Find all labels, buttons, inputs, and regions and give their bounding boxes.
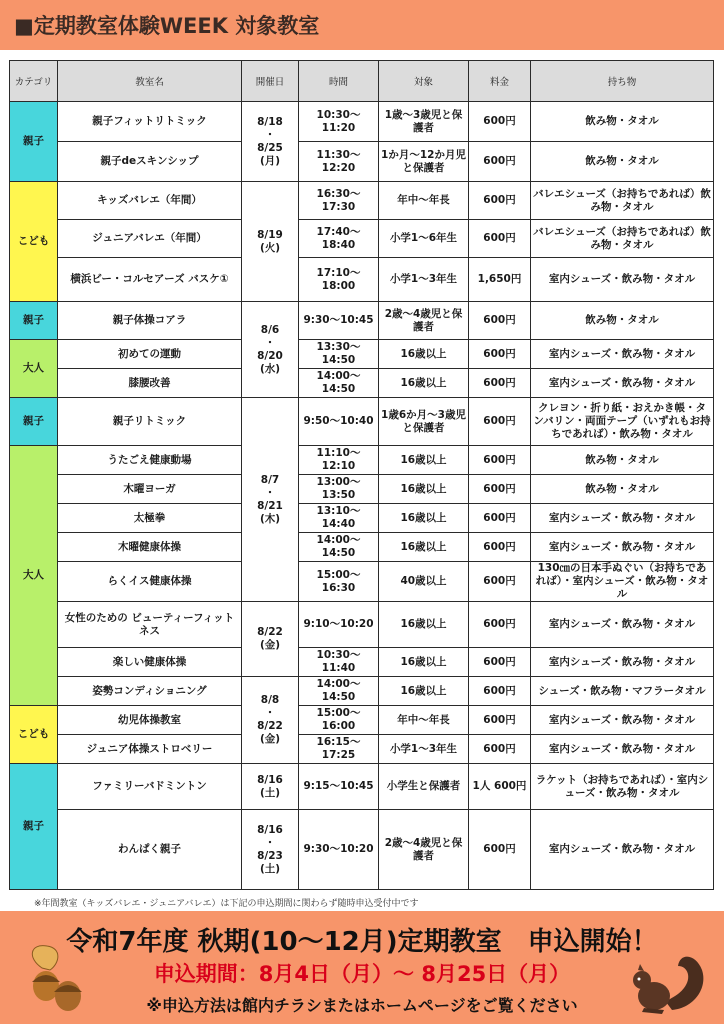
date-part: (月): [259, 154, 281, 167]
fee-cell: 600円: [469, 302, 531, 340]
acorn-icon: [22, 938, 92, 1018]
target-cell: 16歳以上: [379, 533, 469, 562]
date-part: ・: [264, 707, 276, 719]
date-part: (土): [259, 862, 281, 875]
class-name: 膝腰改善: [58, 369, 242, 398]
table-row: [10, 677, 714, 706]
fee-cell: 600円: [469, 475, 531, 504]
target-cell: 16歳以上: [379, 475, 469, 504]
date-part: (金): [259, 639, 281, 651]
class-name: 親子体操コアラ: [58, 302, 242, 340]
items-cell: 飲み物・タオル: [531, 102, 714, 142]
target-cell: 年中〜年長: [379, 706, 469, 735]
class-name: 横浜ビー・コルセアーズ バスケ①: [58, 258, 242, 302]
time-cell: 15:00〜16:00: [299, 706, 379, 735]
col-header-fee: 料金: [469, 61, 531, 102]
target-cell: 1歳6か月〜3歳児と保護者: [379, 398, 469, 446]
target-cell: 16歳以上: [379, 602, 469, 648]
class-name: わんぱく親子: [58, 810, 242, 890]
target-cell: 40歳以上: [379, 562, 469, 602]
table-row: [10, 475, 714, 504]
time-cell: 9:50〜10:40: [299, 398, 379, 446]
target-cell: 16歳以上: [379, 340, 469, 369]
date-part: (火): [259, 241, 281, 254]
date-part: 8/25: [257, 141, 283, 154]
table-row: [10, 446, 714, 475]
items-cell: 飲み物・タオル: [531, 142, 714, 182]
items-cell: バレエシューズ（お持ちであれば）飲み物・タオル: [531, 182, 714, 220]
time-cell: 16:30〜17:30: [299, 182, 379, 220]
target-cell: 小学1〜6年生: [379, 220, 469, 258]
table-row: [10, 504, 714, 533]
fee-cell: 600円: [469, 533, 531, 562]
items-cell: 室内シューズ・飲み物・タオル: [531, 706, 714, 735]
time-cell: 15:00〜16:30: [299, 562, 379, 602]
class-name: 木曜ヨーガ: [58, 475, 242, 504]
fee-cell: 600円: [469, 102, 531, 142]
table-row: [10, 398, 714, 446]
time-cell: 16:15〜17:25: [299, 735, 379, 764]
col-header-items: 持ち物: [531, 61, 714, 102]
fee-cell: 600円: [469, 340, 531, 369]
time-cell: 14:00〜14:50: [299, 533, 379, 562]
date-part: 8/16: [257, 823, 283, 836]
table-row: [10, 764, 714, 810]
table-row: [10, 182, 714, 220]
col-header-class-name: 教室名: [58, 61, 242, 102]
date-part: 8/6: [260, 323, 280, 336]
time-cell: 9:15〜10:45: [299, 764, 379, 810]
date-part: 8/23: [257, 849, 283, 862]
application-period: 申込期間：8月4日（月）〜 8月25日（月）: [153, 962, 571, 986]
date-part: ・: [264, 836, 276, 849]
category-cell: 親子: [10, 398, 58, 446]
time-cell: 11:10〜12:10: [299, 446, 379, 475]
date-part: (木): [259, 512, 281, 525]
fee-cell: 1人 600円: [469, 764, 531, 810]
category-cell: 大人: [10, 446, 58, 706]
class-name: うたごえ健康動場: [58, 446, 242, 475]
fee-cell: 600円: [469, 735, 531, 764]
items-cell: 室内シューズ・飲み物・タオル: [531, 602, 714, 648]
target-cell: 2歳〜4歳児と保護者: [379, 810, 469, 890]
col-header-time: 時間: [299, 61, 379, 102]
fee-cell: 600円: [469, 602, 531, 648]
schedule-table: [9, 60, 714, 890]
table-row: [10, 533, 714, 562]
date-cell: [242, 182, 299, 302]
time-cell: 9:10〜10:20: [299, 602, 379, 648]
fee-cell: 1,650円: [469, 258, 531, 302]
target-cell: 小学1〜3年生: [379, 735, 469, 764]
fee-cell: 600円: [469, 562, 531, 602]
date-part: 8/16: [257, 773, 283, 786]
items-cell: シューズ・飲み物・マフラータオル: [531, 677, 714, 706]
items-cell: 飲み物・タオル: [531, 475, 714, 504]
time-cell: 13:00〜13:50: [299, 475, 379, 504]
category-cell: こども: [10, 706, 58, 764]
category-cell: 大人: [10, 340, 58, 398]
class-name: 親子deスキンシップ: [58, 142, 242, 182]
fee-cell: 600円: [469, 182, 531, 220]
date-part: 8/18: [257, 115, 283, 128]
time-cell: 14:00〜14:50: [299, 369, 379, 398]
time-cell: 13:10〜14:40: [299, 504, 379, 533]
items-cell: 室内シューズ・飲み物・タオル: [531, 369, 714, 398]
target-cell: 16歳以上: [379, 369, 469, 398]
table-row: [10, 302, 714, 340]
col-header-category: カテゴリ: [10, 61, 58, 102]
table-row: [10, 142, 714, 182]
date-cell: [242, 302, 299, 398]
date-part: (水): [259, 362, 281, 375]
date-part: 8/20: [257, 349, 283, 362]
time-cell: 10:30〜11:40: [299, 648, 379, 677]
date-part: ・: [264, 128, 276, 141]
fee-cell: 600円: [469, 648, 531, 677]
time-cell: 13:30〜14:50: [299, 340, 379, 369]
date-part: 8/19: [257, 228, 283, 241]
items-cell: 室内シューズ・飲み物・タオル: [531, 648, 714, 677]
items-cell: 130㎝の日本手ぬぐい（お持ちであれば）・室内シューズ・飲み物・タオル: [531, 562, 714, 602]
date-cell: [242, 602, 299, 677]
page-header: [0, 0, 724, 50]
time-cell: 9:30〜10:20: [299, 810, 379, 890]
table-row: [10, 562, 714, 602]
category-cell: 親子: [10, 302, 58, 340]
fee-cell: 600円: [469, 504, 531, 533]
class-name: らくイス健康体操: [58, 562, 242, 602]
fee-cell: 600円: [469, 398, 531, 446]
date-part: 8/21: [257, 499, 283, 512]
class-name: 親子フィットリトミック: [58, 102, 242, 142]
items-cell: 室内シューズ・飲み物・タオル: [531, 340, 714, 369]
table-row: [10, 648, 714, 677]
date-part: (土): [259, 786, 281, 799]
target-cell: 1か月〜12か月児と保護者: [379, 142, 469, 182]
time-cell: 17:40〜18:40: [299, 220, 379, 258]
fee-cell: 600円: [469, 142, 531, 182]
class-name: ファミリーバドミントン: [58, 764, 242, 810]
time-cell: 17:10〜18:00: [299, 258, 379, 302]
items-cell: 室内シューズ・飲み物・タオル: [531, 810, 714, 890]
table-row: [10, 258, 714, 302]
date-part: ・: [264, 486, 276, 499]
class-name: 木曜健康体操: [58, 533, 242, 562]
annual-class-note: ※年間教室（キッズバレエ・ジュニアバレエ）は下記の申込期間に関わらず随時申込受付中です: [34, 899, 419, 909]
target-cell: 16歳以上: [379, 446, 469, 475]
target-cell: 2歳〜4歳児と保護者: [379, 302, 469, 340]
class-name: ジュニア体操ストロベリー: [58, 735, 242, 764]
date-cell: [242, 102, 299, 182]
date-part: 8/22: [257, 720, 283, 732]
class-name: 姿勢コンディショニング: [58, 677, 242, 706]
target-cell: 1歳〜3歳児と保護者: [379, 102, 469, 142]
items-cell: 室内シューズ・飲み物・タオル: [531, 735, 714, 764]
items-cell: バレエシューズ（お持ちであれば）飲み物・タオル: [531, 220, 714, 258]
items-cell: クレヨン・折り紙・おえかき帳・タンバリン・両面テープ（いずれもお持ちであれば）・飲み物・タオル: [531, 398, 714, 446]
category-cell: こども: [10, 182, 58, 302]
table-row: [10, 602, 714, 648]
class-name: ジュニアバレエ（年間）: [58, 220, 242, 258]
col-header-target: 対象: [379, 61, 469, 102]
items-cell: 室内シューズ・飲み物・タオル: [531, 258, 714, 302]
items-cell: 室内シューズ・飲み物・タオル: [531, 533, 714, 562]
category-cell: 親子: [10, 102, 58, 182]
date-part: 8/7: [260, 473, 280, 486]
application-method-note: ※申込方法は館内チラシまたはホームページをご覧ください: [146, 996, 578, 1015]
target-cell: 年中〜年長: [379, 182, 469, 220]
target-cell: 16歳以上: [379, 648, 469, 677]
class-name: 初めての運動: [58, 340, 242, 369]
fee-cell: 600円: [469, 446, 531, 475]
date-cell: [242, 810, 299, 890]
target-cell: 16歳以上: [379, 504, 469, 533]
items-cell: 飲み物・タオル: [531, 446, 714, 475]
date-cell: [242, 764, 299, 810]
target-cell: 16歳以上: [379, 677, 469, 706]
table-row: [10, 735, 714, 764]
class-name: 女性のための ビューティーフィットネス: [58, 602, 242, 648]
target-cell: 小学生と保護者: [379, 764, 469, 810]
time-cell: 9:30〜10:45: [299, 302, 379, 340]
fee-cell: 600円: [469, 810, 531, 890]
class-name: 楽しい健康体操: [58, 648, 242, 677]
table-row: [10, 340, 714, 369]
date-part: 8/22: [257, 626, 283, 638]
items-cell: ラケット（お持ちであれば）・室内シューズ・飲み物・タオル: [531, 764, 714, 810]
time-cell: 14:00〜14:50: [299, 677, 379, 706]
footer-banner: [0, 911, 724, 1024]
date-part: 8/8: [260, 694, 280, 706]
col-header-date: 開催日: [242, 61, 299, 102]
date-part: ・: [264, 336, 276, 349]
class-name: 太極拳: [58, 504, 242, 533]
fee-cell: 600円: [469, 220, 531, 258]
time-cell: 10:30〜11:20: [299, 102, 379, 142]
date-part: (金): [259, 733, 281, 745]
table-row: [10, 220, 714, 258]
items-cell: 室内シューズ・飲み物・タオル: [531, 504, 714, 533]
footer-title: 令和7年度 秋期(10〜12月)定期教室 申込開始！: [66, 927, 658, 957]
table-row: [10, 810, 714, 890]
category-cell: 親子: [10, 764, 58, 890]
items-cell: 飲み物・タオル: [531, 302, 714, 340]
fee-cell: 600円: [469, 677, 531, 706]
table-header-row: [10, 61, 714, 102]
class-name: 親子リトミック: [58, 398, 242, 446]
class-name: キッズバレエ（年間）: [58, 182, 242, 220]
table-row: [10, 369, 714, 398]
date-cell: [242, 677, 299, 764]
target-cell: 小学1〜3年生: [379, 258, 469, 302]
class-name: 幼児体操教室: [58, 706, 242, 735]
fee-cell: 600円: [469, 706, 531, 735]
squirrel-icon: [624, 948, 710, 1018]
page-title: ■定期教室体験WEEK 対象教室: [14, 14, 320, 38]
date-cell: [242, 398, 299, 602]
fee-cell: 600円: [469, 369, 531, 398]
table-row: [10, 706, 714, 735]
table-row: [10, 102, 714, 142]
time-cell: 11:30〜12:20: [299, 142, 379, 182]
